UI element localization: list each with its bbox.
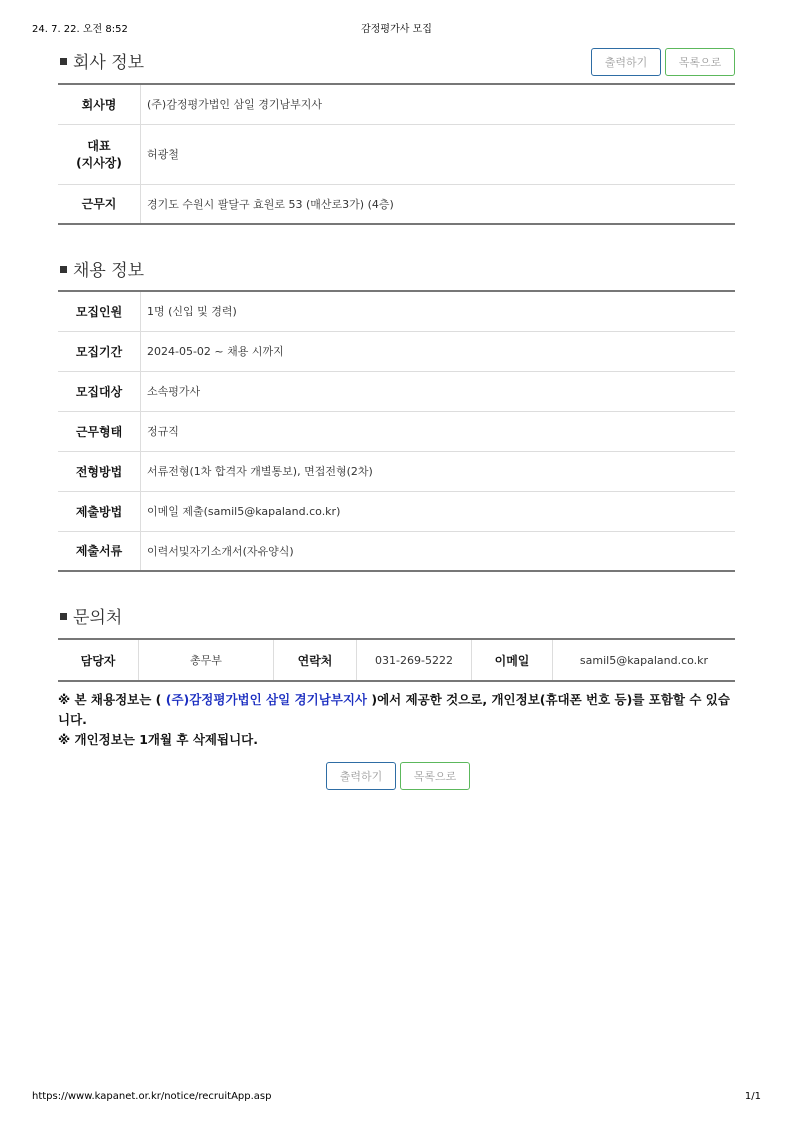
table-row: [58, 124, 735, 184]
print-url: https://www.kapanet.or.kr/notice/recruitApp.asp: [32, 1091, 272, 1102]
table-row: [58, 371, 735, 411]
notice-line-2: ※ 개인정보는 1개월 후 삭제됩니다.: [58, 732, 258, 747]
recruit-section-title: 채용 정보: [60, 256, 144, 281]
row-value: (주)감정평가법인 삼일 경기남부지사: [147, 98, 322, 112]
row-label: 제출서류: [58, 531, 141, 571]
table-row: [58, 411, 735, 451]
row-value: 2024-05-02 ~ 채용 시까지: [141, 331, 736, 371]
row-value: 허광철: [141, 124, 736, 184]
table-row: [58, 451, 735, 491]
row-label: 제출방법: [58, 491, 141, 531]
list-button[interactable]: 목록으로: [665, 48, 735, 76]
recruit-info-table: [58, 290, 735, 572]
phone-value: 031-269-5222: [357, 639, 472, 681]
contact-table: [58, 638, 735, 682]
row-value: 이력서및자기소개서(자유양식): [141, 531, 736, 571]
row-label: 모집기간: [58, 331, 141, 371]
row-value: 정규직: [141, 411, 736, 451]
table-row: [58, 291, 735, 331]
print-datetime: 24. 7. 22. 오전 8:52: [32, 24, 128, 35]
row-label: 대표 (지사장): [58, 124, 141, 184]
list-button-bottom[interactable]: 목록으로: [400, 762, 470, 790]
row-value: 서류전형(1차 합격자 개별통보), 면접전형(2차): [141, 451, 736, 491]
company-section-title: 회사 정보: [60, 48, 144, 73]
person-label: 담당자: [58, 639, 139, 681]
square-bullet-icon: [60, 58, 67, 65]
print-header: [32, 20, 761, 36]
table-row: [58, 331, 735, 371]
row-label: 전형방법: [58, 451, 141, 491]
notice-company-name: (주)감정평가법인 삼일 경기남부지사: [165, 692, 367, 707]
square-bullet-icon: [60, 266, 67, 273]
row-value: 경기도 수원시 팔달구 효원로 53 (매산로3가) (4층): [141, 184, 736, 224]
notice-line-1: ※ 본 채용정보는 ( (주)감정평가법인 삼일 경기남부지사 )에서 제공한 것으로, 개인정보(휴대폰 번호 등)를 포함할 수 있습니다.: [58, 692, 730, 727]
print-button-bottom[interactable]: 출력하기: [326, 762, 396, 790]
row-value: 이메일 제출(samil5@kapaland.co.kr): [141, 491, 736, 531]
print-button[interactable]: 출력하기: [591, 48, 661, 76]
phone-label: 연락처: [274, 639, 357, 681]
table-row: [58, 491, 735, 531]
contact-section-title: 문의처: [60, 603, 122, 628]
table-row: [58, 531, 735, 571]
square-bullet-icon: [60, 613, 67, 620]
table-row: [58, 639, 735, 681]
row-label: 모집인원: [58, 291, 141, 331]
company-info-table: [58, 83, 735, 225]
print-doc-title: 감정평가사 모집: [361, 24, 432, 35]
row-label: 모집대상: [58, 371, 141, 411]
row-label: 근무형태: [58, 411, 141, 451]
email-value: samil5@kapaland.co.kr: [579, 653, 709, 667]
print-page-number: 1/1: [744, 1091, 761, 1102]
row-label: 근무지: [58, 184, 141, 224]
email-label: 이메일: [472, 639, 553, 681]
privacy-notice: [58, 690, 738, 750]
bottom-button-row: [326, 762, 470, 790]
row-value: 소속평가사: [141, 371, 736, 411]
person-value: 총무부: [139, 639, 274, 681]
table-row: [58, 184, 735, 224]
top-button-row: [591, 48, 735, 76]
row-value: 1명 (신입 및 경력): [147, 305, 237, 319]
table-row: [58, 84, 735, 124]
row-label: 회사명: [58, 84, 141, 124]
